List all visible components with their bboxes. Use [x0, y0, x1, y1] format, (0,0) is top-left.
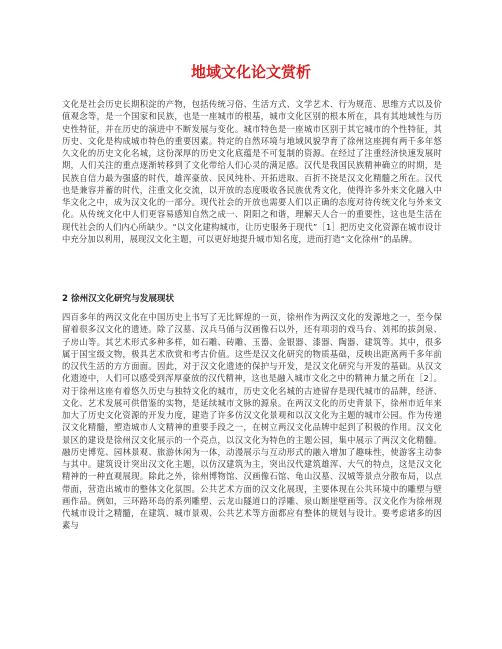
paragraph-section-2 — [62, 311, 442, 649]
paragraph-text: 四百多年的两汉文化在中国历史上书写了无比辉煌的一页，徐州作为两汉文化的发源地之一，至今保留着很多汉文化的遗迹。除了汉墓、汉兵马俑与汉画像石以外，还有项羽的戏马台、刘邦的拔剑泉、子房山等。其艺术形式多种多样，如石雕、砖雕、玉器、金银器、漆器、陶器、建筑等。其中，很多属于国宝级文物，极具艺术欣赏和考古价值。这些是汉文化研究的物质基础，反映出距离两千多年前的汉代生活的方方面面。因此，对于汉文化遗迹的保护与开发，是汉文化研究与开发的基础。从汉文化遗迹中，人们可以感受到浑厚豪放的汉代精神，这也是融入城市文化之中的精神力量之所在［2］。对于徐州这座有着悠久历史与独特文化的城市，历史文化名城的古迹留存是现代城市的品牌，经济、文化、艺术发展可供借鉴的实物，是延续城市文脉的源泉。在两汉文化的历史背景下，徐州市近年来加大了历史文化资源的开发力度，建造了许多仿汉文化景观和以汉文化为主题的城市公园。作为传递汉文化精髓，塑造城市人文精神的重要手段之一，在树立两汉文化品牌中起到了积极的作用。汉文化景区的建设是徐州汉文化展示的一个亮点，以汉文化为特色的主题公园，集中展示了两汉文化精髓。融历史博览、园林景观、旅游休闲为一体，动漫展示与互动形式的融入增加了趣味性，使游客主动参与其中。建筑设计突出汉文化主题，以仿汉建筑为主，突出汉代建筑雄浑、大气的特点，这是汉文化精神的一种直观展现。除此之外，徐州博物馆、汉画像石馆、龟山汉墓、汉城等景点分散布局，以点带面，营造出城市的整体文化氛围。公共艺术方面的汉文化展现，主要体现在公共环境中的雕塑与壁画作品。例如，三环路环岛的系列雕塑、云龙山隧道口的浮雕、泉山断崖壁画等。汉文化作为徐州现代城市设计之精髓，在建筑、城市景观、公共艺术等方面都应有整体的规划与设计。要考虑诸多的因素与 — [62, 312, 442, 531]
paragraph-intro — [62, 98, 442, 291]
document-title: 地域文化论文赏析 — [190, 63, 311, 81]
section-heading: 2 徐州汉文化研究与发展现状 — [62, 294, 175, 304]
paragraph-text: 文化是社会历史长期积淀的产物，包括传统习俗、生活方式、文学艺术、行为规范、思维方式以及价值观念等，是一个国家和民族，也是一座城市的根基，城市文化区别的根本所在，具有其地域性与历史性特征，并在历史的演进中不断发展与变化。城市特色是一座城市区别于其它城市的个性特征，其历史、文化是构成城市特色的重要因素。特定的自然环境与地域风貌孕育了徐州这座拥有两千多年悠久文化的历史文化名城，这份深厚的历史文化底蕴是不可复制的资源。在经过了注重经济快速发展时期，人们关注的重点逐渐转移到了文化带给人们心灵的满足感。汉代是我国民族精神确立的时期，是民族自信力最为强盛的时代，雄浑豪放、民风纯朴、开拓进取、百折不挠是汉文化精髓之所在。汉代也是兼容并蓄的时代，注重文化交流，以开放的态度吸收各民族优秀文化，使得许多外来文化融入中华文化之中，成为汉文化的一部分。现代社会的开放也需要人们以正确的态度对待传统文化与外来文化。从传统文化中人们更容易感知自然之成一、阴阳之和谐，理解天人合一的重要性，这也是生活在现代社会的人们内心所缺少。“以文化建构城市，让历史服务于现代”［1］把历史文化资源在城市设计中充分加以利用，展现汉文化主题，可以更好地提升城市知名度，进而打造“文化徐州”的品牌。 — [62, 99, 442, 244]
